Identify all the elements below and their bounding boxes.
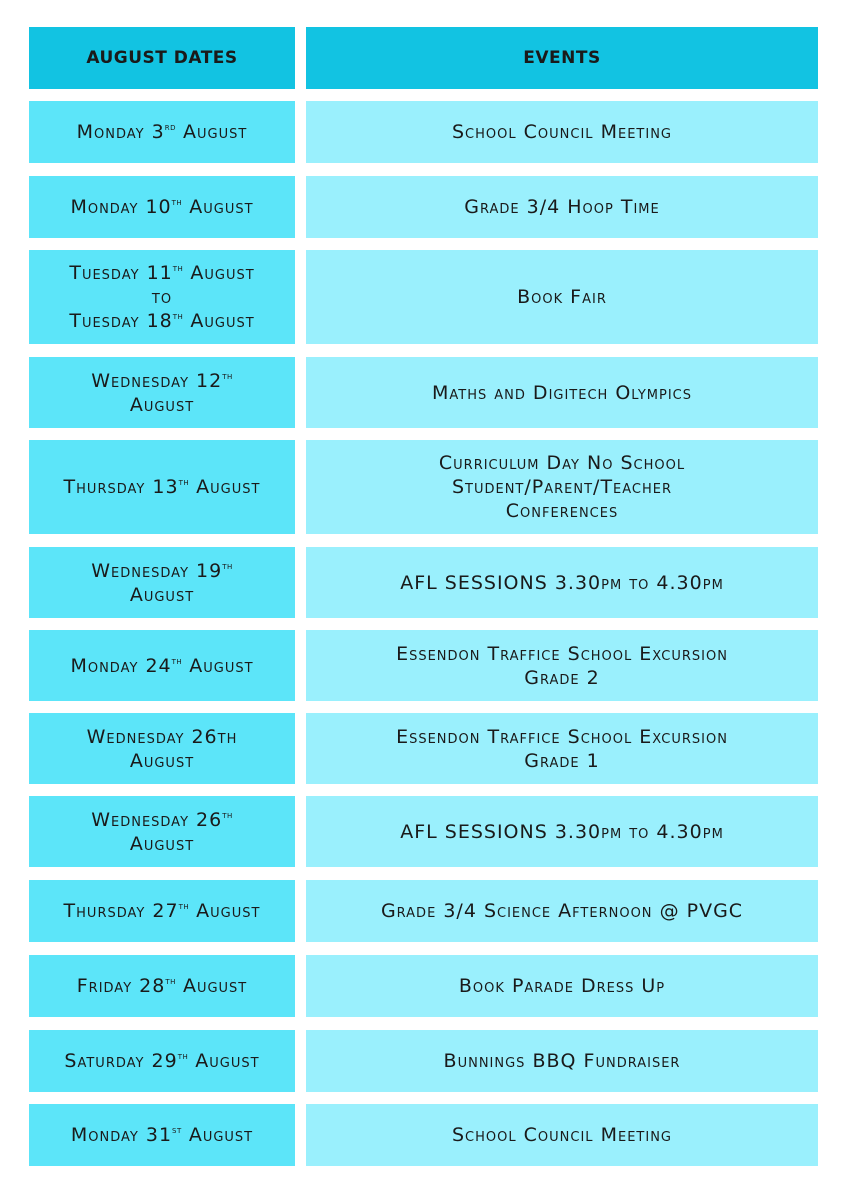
event-cell: [306, 357, 818, 428]
date-cell: [29, 440, 295, 534]
event-line: Bunnings BBQ Fundraiser: [443, 1050, 681, 1072]
date-text-part: August: [182, 196, 254, 218]
date-text-part: August: [183, 310, 255, 332]
header-events-label: EVENTS: [523, 48, 601, 68]
date-text-part: August: [183, 262, 255, 284]
date-cell: [29, 880, 295, 942]
ordinal-suffix: th: [177, 1051, 189, 1062]
event-cell: [306, 440, 818, 534]
event-line: Conferences: [505, 500, 619, 522]
ordinal-suffix: th: [178, 477, 190, 488]
date-line: [69, 309, 254, 333]
date-text-part: Tuesday 18: [69, 310, 173, 332]
ordinal-suffix: th: [172, 311, 184, 322]
date-text-part: August: [129, 393, 195, 416]
event-cell: [306, 630, 818, 701]
date-text: [69, 261, 254, 333]
event-text: [439, 451, 685, 523]
date-text: [91, 808, 233, 856]
date-line: [87, 749, 238, 773]
event-line: Student/Parent/Teacher: [451, 476, 673, 498]
date-text-part: August: [175, 975, 248, 997]
event-text: [432, 381, 692, 405]
event-line: Maths and Digitech Olympics: [431, 381, 692, 404]
event-line: Book Parade Dress Up: [458, 975, 666, 997]
event-line: Book Fair: [517, 286, 607, 308]
date-cell: [29, 176, 295, 238]
date-cell: [29, 630, 295, 701]
event-text: [396, 725, 728, 773]
date-text-part: August: [129, 583, 195, 606]
date-line: [69, 261, 254, 285]
date-text-part: August: [181, 1124, 254, 1146]
date-text-part: August: [182, 654, 254, 677]
event-cell: [306, 713, 818, 784]
date-text-part: Friday 28: [76, 975, 166, 997]
date-cell: [29, 357, 295, 428]
date-text-part: Wednesday 12: [91, 369, 223, 392]
date-text: [64, 899, 261, 923]
ordinal-suffix: st: [172, 1125, 182, 1136]
event-text: [400, 820, 724, 844]
event-line: Grade 2: [524, 666, 600, 689]
date-text-part: August: [189, 476, 261, 498]
event-line: School Council Meeting: [452, 1124, 672, 1146]
date-cell: [29, 250, 295, 344]
event-text: [459, 974, 665, 998]
event-text: [517, 285, 607, 309]
date-text: [64, 475, 261, 499]
date-line: [91, 583, 233, 607]
header-dates-label: AUGUST DATES: [86, 48, 238, 68]
event-line: Grade 3/4 Hoop Time: [464, 196, 660, 218]
date-text-part: Thursday 13: [63, 476, 179, 498]
date-line: [91, 808, 233, 832]
event-line: School Council Meeting: [452, 121, 672, 143]
date-text: [91, 369, 233, 417]
date-cell: [29, 101, 295, 163]
event-text: [452, 120, 672, 144]
event-text: [396, 642, 728, 690]
date-text: [70, 195, 253, 219]
date-line: [71, 1123, 253, 1147]
date-cell: [29, 1030, 295, 1092]
header-events-cell: [306, 27, 818, 89]
date-line: [64, 1049, 259, 1073]
date-text-part: Wednesday 26th: [86, 725, 238, 748]
event-line: AFL SESSIONS 3.30pm to 4.30pm: [400, 820, 724, 843]
date-text: [71, 1123, 253, 1147]
date-text-part: Monday 31: [70, 1124, 173, 1146]
event-text: [452, 1123, 672, 1147]
date-text-part: August: [129, 832, 195, 855]
date-text-part: Monday 24: [70, 654, 172, 677]
event-cell: [306, 955, 818, 1017]
event-text: [400, 571, 724, 595]
event-line: AFL SESSIONS 3.30pm to 4.30pm: [400, 571, 724, 594]
ordinal-suffix: th: [165, 976, 176, 987]
ordinal-suffix: th: [178, 901, 190, 912]
event-cell: [306, 176, 818, 238]
date-text-part: Saturday 29: [64, 1050, 178, 1072]
ordinal-suffix: rd: [164, 122, 176, 133]
date-line: [91, 832, 233, 856]
ordinal-suffix: th: [171, 655, 183, 667]
date-text-part: Wednesday 26: [91, 808, 223, 831]
date-text: [87, 725, 238, 773]
date-text-part: Monday 10: [70, 196, 172, 218]
date-line: [87, 725, 238, 749]
date-text-part: August: [176, 121, 248, 143]
event-cell: [306, 101, 818, 163]
date-cell: [29, 713, 295, 784]
ordinal-suffix: th: [172, 263, 184, 274]
date-text-part: Tuesday 11: [69, 262, 173, 284]
date-text-part: Monday 3: [76, 121, 165, 143]
date-text-part: August: [189, 900, 261, 922]
header-dates-cell: [29, 27, 295, 89]
event-cell: [306, 1104, 818, 1166]
date-text: [64, 1049, 259, 1073]
date-line: [70, 195, 253, 219]
date-line: [77, 120, 248, 144]
event-line: Essendon Traffice School Excursion: [396, 642, 728, 665]
date-line: [91, 559, 233, 583]
date-cell: [29, 796, 295, 867]
date-line: [64, 899, 261, 923]
ordinal-suffix: th: [222, 370, 233, 382]
event-line: Grade 1: [524, 749, 600, 772]
ordinal-suffix: th: [222, 809, 233, 821]
date-text-part: Wednesday 19: [91, 559, 223, 582]
date-cell: [29, 547, 295, 618]
date-line: [69, 285, 254, 309]
event-line: Grade 3/4 Science Afternoon @ PVGC: [380, 900, 744, 922]
event-cell: [306, 796, 818, 867]
date-text-part: Thursday 27: [63, 900, 179, 922]
date-line: [77, 974, 248, 998]
date-text: [77, 974, 248, 998]
event-line: Curriculum Day No School: [438, 452, 686, 474]
event-text: [381, 899, 743, 923]
event-line: Essendon Traffice School Excursion: [396, 725, 728, 748]
date-text-part: August: [129, 749, 195, 772]
ordinal-suffix: th: [222, 560, 233, 572]
date-line: [64, 475, 261, 499]
event-text: [464, 195, 660, 219]
date-text: [91, 559, 233, 607]
date-line: [70, 654, 253, 678]
event-cell: [306, 250, 818, 344]
date-text-part: to: [151, 286, 173, 308]
date-text-part: August: [188, 1050, 260, 1072]
date-line: [91, 369, 233, 393]
ordinal-suffix: th: [171, 197, 183, 208]
date-cell: [29, 1104, 295, 1166]
event-cell: [306, 547, 818, 618]
date-text: [77, 120, 248, 144]
date-text: [70, 654, 253, 678]
event-text: [444, 1049, 681, 1073]
event-cell: [306, 880, 818, 942]
event-cell: [306, 1030, 818, 1092]
date-line: [91, 393, 233, 417]
date-cell: [29, 955, 295, 1017]
